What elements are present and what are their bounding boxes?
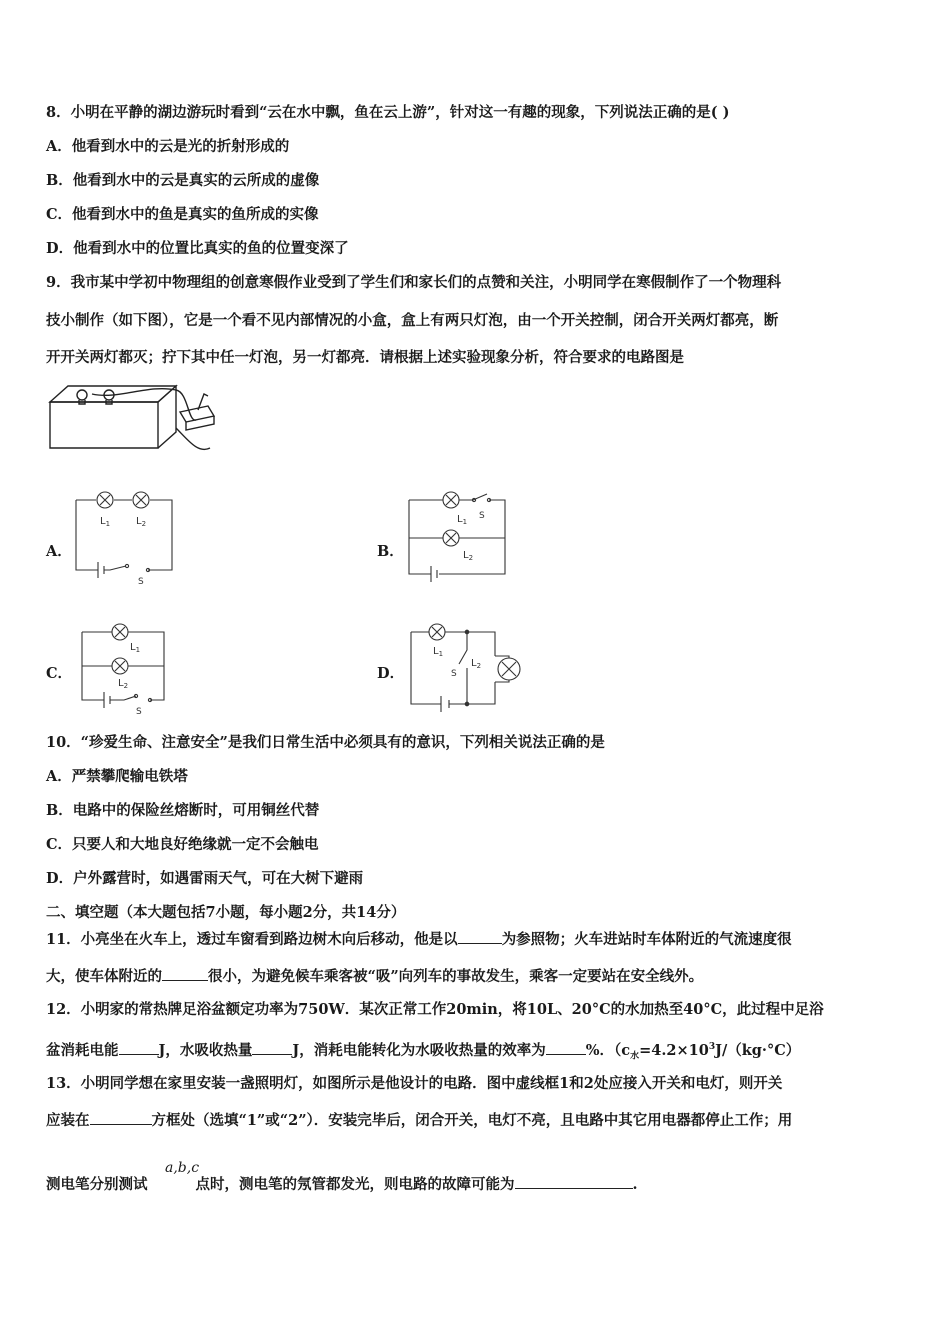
q12-text-e: =4.2×10 [639, 1041, 709, 1059]
q10-option-d: D．户外露营时，如遇雷雨天气，可在大树下避雨 [46, 870, 364, 887]
q13-text-b: 方框处（选填“1”或“2”）．安装完毕后，闭合开关，电灯不亮，且电路中其它用电器都停止工作；用 [151, 1112, 793, 1129]
q12-text-a: 盆消耗电能 [46, 1041, 119, 1059]
q13-text-d: 点时，测电笔的氖管都发光，则电路的故障可能为 [195, 1176, 515, 1193]
q11-blank-1[interactable] [458, 929, 502, 944]
circuit-c-diagram [78, 620, 178, 716]
q11-line-1 [46, 929, 792, 950]
box-illustration [48, 382, 218, 458]
q9-option-b-label: B． [377, 543, 404, 560]
q9-line-3: 开开关两灯都灭；拧下其中任一灯泡，另一灯都亮．请根据上述实验现象分析，符合要求的电路图是 [46, 349, 684, 366]
svg-text:S: S [451, 669, 457, 679]
q11-line-2 [46, 966, 703, 987]
q12-text-d: %．（c [585, 1041, 631, 1059]
q12-text-f: J/（kg·°C） [715, 1041, 801, 1059]
q9-option-d-label: D． [377, 665, 405, 682]
svg-text:L2: $L_2$ [136, 516, 147, 528]
q8-option-c: C．他看到水中的鱼是真实的鱼所成的实像 [46, 206, 319, 223]
svg-text:L1: $L_1$ [457, 514, 468, 526]
circuit-d-diagram [405, 620, 527, 714]
q13-abc-label: a,b,c [165, 1160, 200, 1176]
q8-option-a: A．他看到水中的云是光的折射形成的 [46, 138, 290, 155]
svg-text:S: S [479, 511, 485, 521]
q11-text-b: 为参照物；火车进站时车体附近的气流速度很 [501, 931, 792, 948]
q8-option-b: B．他看到水中的云是真实的云所成的虚像 [46, 172, 320, 189]
circuit-a-diagram [70, 488, 180, 587]
q12-line-2 [46, 1037, 800, 1067]
q13-line-2 [46, 1110, 792, 1131]
q9-line-1: 9．我市某中学初中物理组的创意寒假作业受到了学生们和家长们的点赞和关注，小明同学在寒假制作了一个物理科 [46, 274, 782, 291]
q13-line-3 [46, 1174, 638, 1195]
q12-text-c: J，消耗电能转化为水吸收热量的效率为 [292, 1041, 546, 1059]
q12-sub: 水 [630, 1051, 640, 1062]
q8-option-d: D．他看到水中的位置比真实的鱼的位置变深了 [46, 240, 349, 257]
svg-text:L2: $L_2$ [118, 678, 129, 690]
q13-text-a: 应装在 [46, 1112, 90, 1129]
q13-text-c: 测电笔分别测试 [46, 1176, 148, 1193]
circuit-b-diagram [405, 488, 515, 584]
q10-stem: 10．“珍爱生命、注意安全”是我们日常生活中必须具有的意识，下列相关说法正确的是 [46, 734, 605, 751]
section-2-heading: 二、填空题（本大题包括7小题，每小题2分，共14分） [46, 904, 406, 921]
q11-text-d: 很小，为避免候车乘客被“吸”向列车的事故发生，乘客一定要站在安全线外。 [208, 968, 704, 985]
q8-stem: 8．小明在平静的湖边游玩时看到“云在水中飘，鱼在云上游”，针对这一有趣的现象，下列说法正确的是( ) [46, 104, 730, 121]
svg-text:L2: $L_2$ [463, 550, 474, 562]
q11-text-c: 大，使车体附近的 [46, 968, 162, 985]
svg-text:S: S [136, 707, 142, 717]
q12-blank-1[interactable] [119, 1040, 159, 1055]
svg-text:L1: $L_1$ [433, 646, 444, 658]
q12-blank-2[interactable] [252, 1040, 292, 1055]
q12-blank-3[interactable] [546, 1040, 586, 1055]
q10-option-c: C．只要人和大地良好绝缘就一定不会触电 [46, 836, 319, 853]
svg-text:S: S [138, 577, 144, 587]
svg-text:L2: $L_2$ [471, 658, 482, 670]
svg-text:L1: $L_1$ [100, 516, 111, 528]
q13-line-1: 13．小明同学想在家里安装一盏照明灯，如图所示是他设计的电路．图中虚线框1和2处应接入开关和电灯，则开关 [46, 1075, 783, 1092]
q13-blank-1[interactable] [90, 1110, 152, 1125]
svg-text:L1: $L_1$ [130, 642, 141, 654]
q9-line-2: 技小制作（如下图），它是一个看不见内部情况的小盒，盒上有两只灯泡，由一个开关控制，闭合开关两灯都亮，断 [46, 312, 779, 329]
q10-option-a: A．严禁攀爬输电铁塔 [46, 768, 188, 785]
q10-option-b: B．电路中的保险丝熔断时，可用铜丝代替 [46, 802, 320, 819]
q13-blank-2[interactable] [515, 1174, 633, 1189]
q11-text-a: 11．小亮坐在火车上，透过车窗看到路边树木向后移动，他是以 [46, 931, 458, 948]
q9-option-a-label: A． [46, 543, 72, 560]
q12-text-b: J，水吸收热量 [158, 1041, 253, 1059]
q11-blank-2[interactable] [162, 966, 208, 981]
q12-line-1: 12．小明家的常热牌足浴盆额定功率为750W．某次正常工作20min，将10L、20°C的水加热至40°C，此过程中足浴 [46, 1001, 824, 1018]
q13-text-e: . [632, 1176, 638, 1193]
q12-sup: 3 [708, 1042, 716, 1052]
q9-option-c-label: C． [46, 665, 73, 682]
